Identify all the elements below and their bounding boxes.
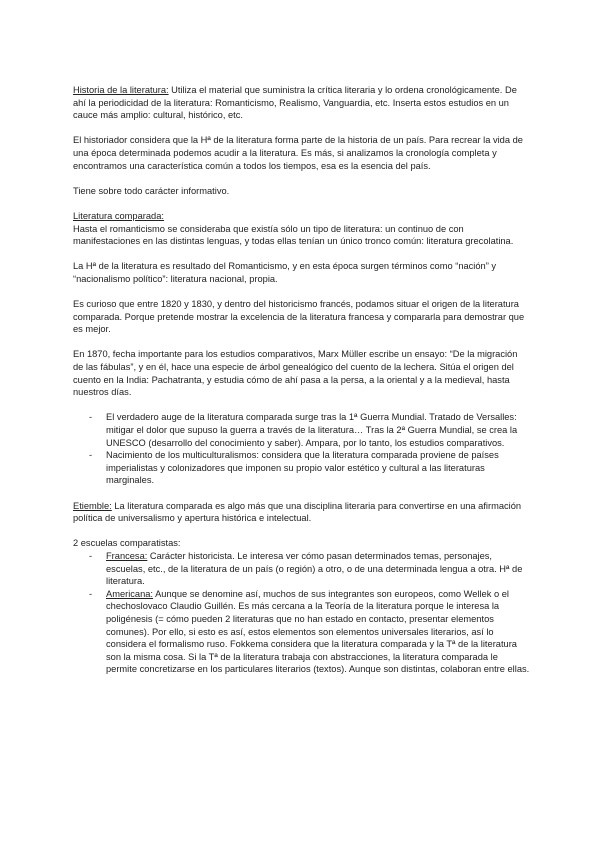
label-americana: Americana: — [106, 588, 154, 599]
label-francesa: Francesa: — [106, 550, 148, 561]
list-item — [106, 588, 530, 676]
paragraph-etiemble — [73, 500, 530, 525]
paragraph-historicismo: Es curioso que entre 1820 y 1830, y dentro del historicismo francés, podamos situar el origen de la literatura comparada. Porque pretende mostrar la excelencia de la literatura francesa y compararla para demostrar que es mejor. — [73, 299, 525, 335]
paragraph-romanticismo: Hasta el romanticismo se consideraba que existía sólo un tipo de literatura: un continuo de con manifestaciones en las distintas lenguas, y todas ellas tenían un único tronco común: literatura grecolatina. — [73, 223, 514, 247]
heading-historia: Historia de la literatura: — [73, 85, 169, 95]
bullet-list-escuelas — [73, 550, 530, 676]
schools-intro: 2 escuelas comparatistas: — [73, 538, 181, 549]
paragraph-muller: En 1870, fecha importante para los estudios comparativos, Marx Müller escribe un ensayo: “De la migración de las fábulas”, y en él, hace una especie de árbol genealógico del cuento de la lechera. Sitúa el origen del cuento en la India: Pachatranta, y estudia cómo de ahí pasa a la persa, a la oriental y a la medieval, hasta nuestros días. — [73, 349, 518, 398]
label-etiemble: Etiemble: — [73, 500, 112, 511]
list-item: - El verdadero auge de la literatura comparada surge tras la 1ª Guerra Mundial. Tratado de Versalles: mitigar el dolor que supuso la guerra a través de la literatura… Tras la 2ª Guerra Mundial, se crea la UNESCO (desarrollo del conocimiento y saber). Ampara, por lo tanto, los estudios comparativos. — [106, 411, 530, 449]
list-item — [106, 550, 530, 588]
list-item: - Nacimiento de los multiculturalismos: considera que la literatura comparada proviene de países imperialistas y colonizadores que imponen su propio valor estético y cultural a las literaturas marginales. — [106, 449, 530, 487]
paragraph-historiador: El historiador considera que la Hª de la literatura forma parte de la historia de un país. Para recrear la vida de una época determinada podemos acudir a la literatura. Es más, si analizamos la cronología completa y encontramos una característica común a todos los tiempos, esa es la esencia del país. — [73, 135, 523, 171]
paragraph-informativo: Tiene sobre todo carácter informativo. — [73, 185, 230, 196]
text-francesa: Carácter historicista. Le interesa ver cómo pasan determinados temas, personajes, escuelas, etc., de la literatura de un país (o región) a otro, o de una determinada lengua a otra. Hª de literatura. — [106, 550, 523, 587]
text-americana: Aunque se denomine así, muchos de sus integrantes son europeos, como Wellek o el chechoslovaco Claudio Guillén. Es más cercana a la Teoría de la literatura porque le interesa la poligénesis (= cómo pueden 2 literaturas que no han estado en contacto, presentar elementos comunes). Por ello, si esto es así, estos elementos son elementos universales literarios, así lo considera el formalismo ruso. Fokkema considera que la literatura comparada y la Tª de la literatura son la misma cosa. Si la Tª de la literatura trabaja con abstracciones, la literatura comparada le permite concretizarse en los particulares literarios (textos). Aunque son distintas, colaboran entre ellas. — [106, 588, 530, 675]
paragraph-historia-text: Utiliza el material que suministra la crítica literaria y lo ordena cronológicamente. De ahí la periodicidad de la literatura: Romanticismo, Realismo, Vanguardia, etc. Inserta estos estudios en un cauce más amplio: cultural, histórico, etc. — [73, 85, 517, 121]
heading-literatura-comparada: Literatura comparada: — [73, 210, 164, 221]
bullet-list-auge — [73, 411, 530, 487]
paragraph-nacion: La Hª de la literatura es resultado del Romanticismo, y en esta época surgen términos como “nación” y “nacionalismo político”: literatura nacional, propia. — [73, 261, 497, 284]
paragraph-etiemble-text: La literatura comparada es algo más que una disciplina literaria para convertirse en una afirmación política de universalismo y apertura histórica e intelectual. — [73, 500, 522, 524]
paragraph-historia — [73, 84, 530, 122]
